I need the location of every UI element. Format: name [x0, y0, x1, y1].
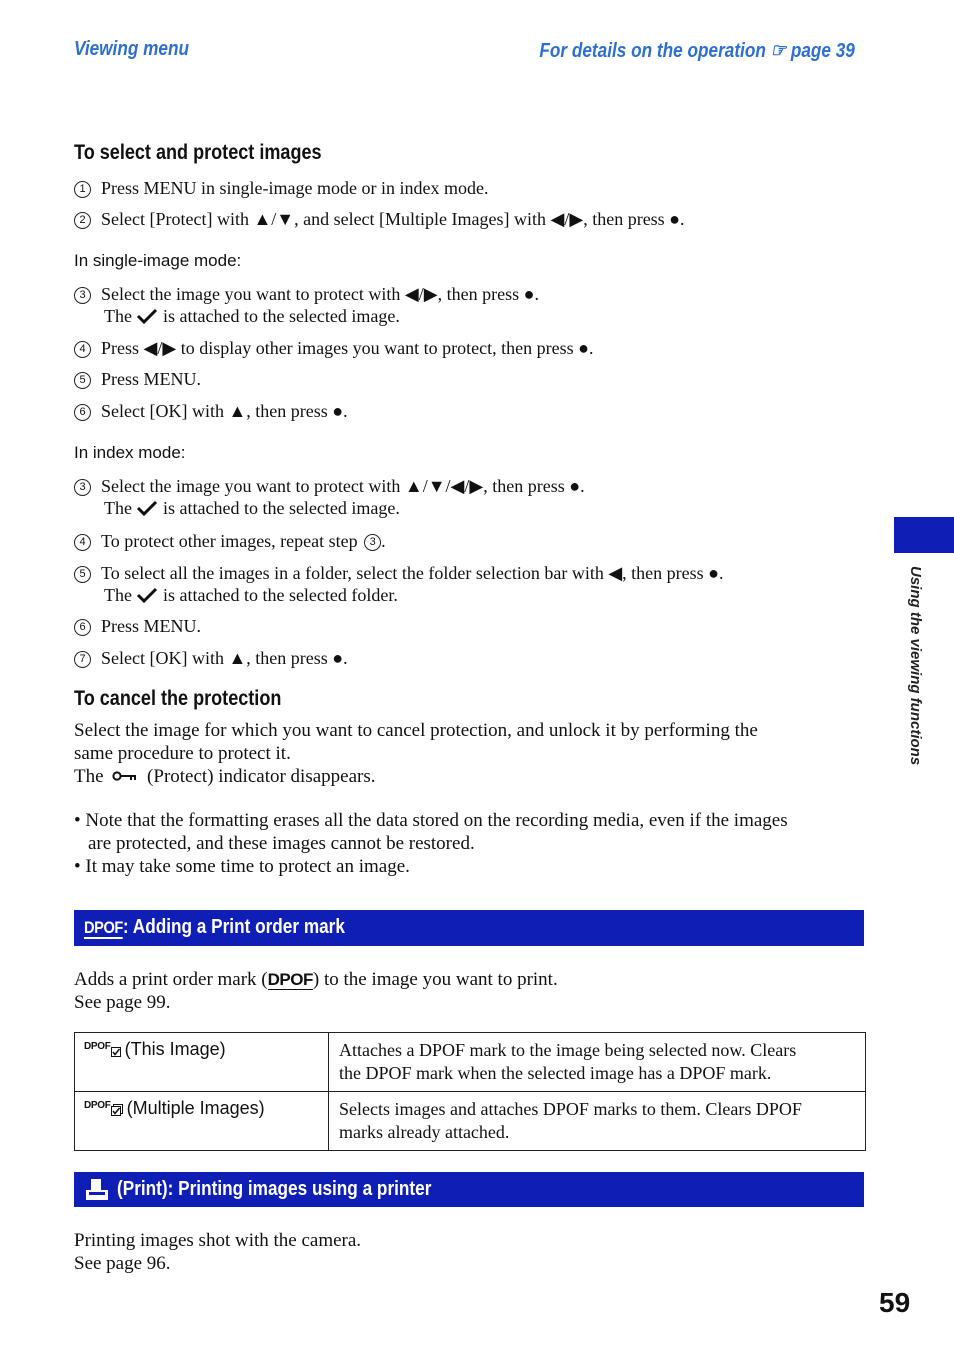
desc-line: Attaches a DPOF mark to the image being selected now. Clears	[339, 1040, 797, 1060]
option-description	[329, 1033, 866, 1092]
note-list	[74, 809, 864, 878]
option-label: (Multiple Images)	[126, 1098, 265, 1118]
step-number: 4	[74, 341, 91, 358]
step-end: .	[381, 531, 386, 551]
step-text: Press ◀/▶ to display other images you want to protect, then press ●.	[101, 338, 594, 358]
step-number: 4	[74, 534, 91, 551]
checkbox-icon	[111, 1047, 121, 1057]
step-text: Select the image you want to protect with ▲/▼/◀/▶, then press ●.	[101, 476, 585, 496]
single-step-3-note	[104, 305, 400, 327]
step-number: 7	[74, 651, 91, 668]
dpof-this-image-icon: DPOF	[84, 1041, 111, 1052]
step-number: 6	[74, 404, 91, 421]
desc-prefix: Adds a print order mark (	[74, 969, 268, 990]
table-row	[75, 1092, 866, 1151]
see-page-link[interactable]: See page 99.	[74, 992, 171, 1013]
dpof-bar-title	[84, 916, 345, 939]
dpof-multiple-images-icon: DPOF	[84, 1100, 111, 1111]
step-number: 5	[74, 566, 91, 583]
print-section-bar	[74, 1172, 864, 1207]
print-bar-title: (Print): Printing images using a printer	[117, 1178, 432, 1200]
checkmark-icon	[136, 307, 158, 325]
step-number: 1	[74, 181, 91, 198]
dpof-icon: DPOF	[84, 918, 123, 937]
step-text: Select the image you want to protect with ◀/▶, then press ●.	[101, 284, 539, 304]
stacked-checkbox-icon	[111, 1104, 123, 1116]
note-text: are protected, and these images cannot be restored.	[88, 833, 475, 854]
step-number: 5	[74, 372, 91, 389]
paragraph-line: Select the image for which you want to cancel protection, and unlock it by performing the	[74, 720, 758, 741]
dpof-options-table	[74, 1032, 866, 1151]
note-item: • Note that the formatting erases all the data stored on the recording media, even if the images	[74, 810, 788, 831]
cancel-description	[74, 719, 864, 788]
index-step-3-note	[104, 497, 400, 519]
step-text: Press MENU in single-image mode or in index mode.	[101, 178, 489, 198]
dpof-description	[74, 968, 864, 1014]
protect-key-icon	[112, 769, 138, 783]
dpof-bar-label: : Adding a Print order mark	[122, 916, 345, 938]
section-title-cancel-protection: To cancel the protection	[74, 687, 282, 710]
note-text: Note that the formatting erases all the data stored on the recording media, even if the images	[85, 810, 788, 831]
note-suffix: is attached to the selected folder.	[162, 585, 398, 605]
step-reference: 3	[364, 534, 381, 551]
paragraph-suffix: (Protect) indicator disappears.	[147, 766, 376, 787]
desc-suffix: ) to the image you want to print.	[312, 969, 558, 990]
desc-line: Selects images and attaches DPOF marks to them. Clears DPOF	[339, 1099, 802, 1119]
step-number: 3	[74, 479, 91, 496]
step-number: 2	[74, 212, 91, 229]
step-text: Select [Protect] with ▲/▼, and select [Multiple Images] with ◀/▶, then press ●.	[101, 209, 685, 229]
dpof-icon: DPOF	[267, 970, 313, 989]
note-suffix: is attached to the selected image.	[162, 306, 400, 326]
step-number: 6	[74, 619, 91, 636]
note-prefix: The	[104, 306, 132, 326]
note-text: It may take some time to protect an image.	[85, 856, 410, 877]
note-prefix: The	[104, 585, 132, 605]
index-step-5	[74, 562, 724, 584]
step-1	[74, 177, 488, 199]
index-step-6	[74, 615, 201, 637]
checkmark-icon	[136, 586, 158, 604]
single-step-4	[74, 337, 593, 359]
see-page-link[interactable]: See page 96.	[74, 1253, 171, 1274]
index-step-5-note	[104, 584, 398, 606]
note-item: • It may take some time to protect an image.	[74, 856, 410, 877]
step-text: Select [OK] with ▲, then press ●.	[101, 401, 348, 421]
single-step-6	[74, 400, 348, 422]
chapter-tab-marker	[894, 517, 954, 553]
option-this-image	[75, 1033, 329, 1092]
chapter-side-label-text: Using the viewing functions	[907, 566, 924, 766]
index-step-7	[74, 647, 348, 669]
note-suffix: is attached to the selected image.	[162, 498, 400, 518]
page-number: 59	[879, 1287, 911, 1318]
step-text: Select [OK] with ▲, then press ●.	[101, 648, 348, 668]
dpof-section-bar	[74, 910, 864, 946]
option-label: (This Image)	[124, 1039, 226, 1059]
print-description	[74, 1229, 864, 1275]
section-title-select-protect: To select and protect images	[74, 141, 322, 164]
header-section-title: Viewing menu	[74, 38, 190, 60]
paragraph-line	[74, 968, 864, 991]
index-step-3	[74, 475, 585, 497]
single-mode-label: In single-image mode:	[74, 251, 242, 270]
desc-line: marks already attached.	[339, 1122, 510, 1142]
paragraph-line: Printing images shot with the camera.	[74, 1230, 362, 1251]
single-step-5	[74, 368, 201, 390]
checkmark-icon	[136, 499, 158, 517]
step-text: To select all the images in a folder, select the folder selection bar with ◀, then press ●.	[101, 563, 724, 583]
chapter-side-label	[900, 566, 924, 796]
desc-line: the DPOF mark when the selected image has a DPOF mark.	[339, 1063, 772, 1083]
paragraph-prefix: The	[74, 766, 104, 787]
paragraph-line: same procedure to protect it.	[74, 743, 291, 764]
printer-icon	[85, 1178, 109, 1202]
option-description	[329, 1092, 866, 1151]
step-number: 3	[74, 287, 91, 304]
index-mode-label: In index mode:	[74, 443, 186, 462]
note-prefix: The	[104, 498, 132, 518]
step-text: To protect other images, repeat step	[101, 531, 358, 551]
table-row	[75, 1033, 866, 1092]
step-2	[74, 208, 685, 230]
single-step-3	[74, 283, 539, 305]
index-step-4	[74, 530, 386, 552]
option-multiple-images	[75, 1092, 329, 1151]
step-text: Press MENU.	[101, 369, 202, 389]
header-operation-ref[interactable]: For details on the operation ☞ page 39	[539, 40, 855, 62]
step-text: Press MENU.	[101, 616, 202, 636]
paragraph-line	[74, 765, 864, 788]
